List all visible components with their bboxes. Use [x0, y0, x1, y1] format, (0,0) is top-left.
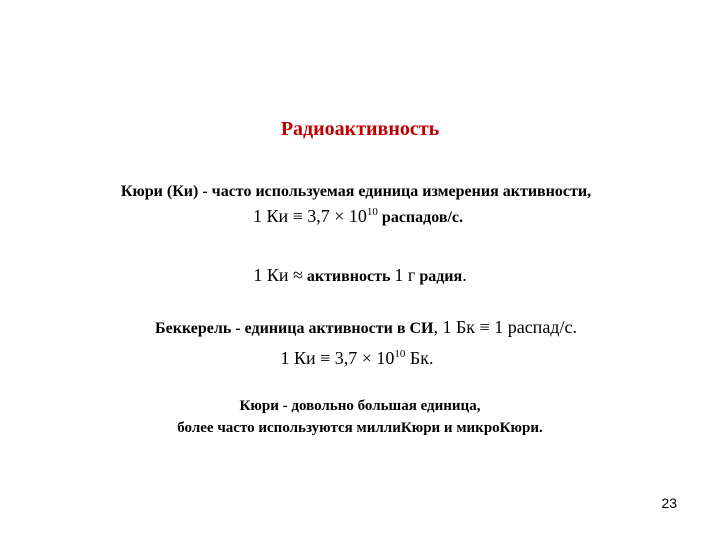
curie-radium-lhs: 1 Ки ≈ — [253, 265, 303, 285]
curie-equation-unit: распадов/с. — [377, 209, 464, 226]
curie-becquerel-exponent: 10 — [394, 348, 406, 360]
curie-definition-text: Кюри (Ки) - часто используемая единица измерения активности, — [120, 183, 592, 200]
curie-note-line1: Кюри - довольно большая единица, — [239, 398, 481, 414]
becquerel-equation: , 1 Бк ≡ 1 распад/с. — [433, 317, 577, 337]
curie-equation-lhs: 1 Ки ≡ 3,7 × 10 — [252, 206, 367, 226]
curie-radium-period: . — [462, 265, 467, 285]
curie-equation-exponent: 10 — [366, 206, 378, 218]
curie-becquerel-equation — [0, 348, 717, 369]
becquerel-definition-text: Беккерель - единица активности в СИ — [155, 320, 434, 337]
becquerel-definition — [6, 317, 720, 338]
curie-radium-equivalence — [0, 265, 720, 286]
curie-note-line2: более часто используются миллиКюри и микроКюри. — [177, 420, 543, 436]
slide-title: Радиоактивность — [280, 118, 440, 140]
curie-becquerel-lhs: 1 Ки ≡ 3,7 × 10 — [280, 348, 395, 368]
curie-equation — [0, 206, 718, 227]
curie-radium-activity: активность — [302, 268, 395, 285]
page-number: 23 — [661, 495, 677, 511]
curie-becquerel-unit: Бк. — [405, 348, 434, 368]
curie-radium-substance: радия — [415, 268, 463, 285]
curie-radium-mass: 1 г — [394, 265, 416, 285]
